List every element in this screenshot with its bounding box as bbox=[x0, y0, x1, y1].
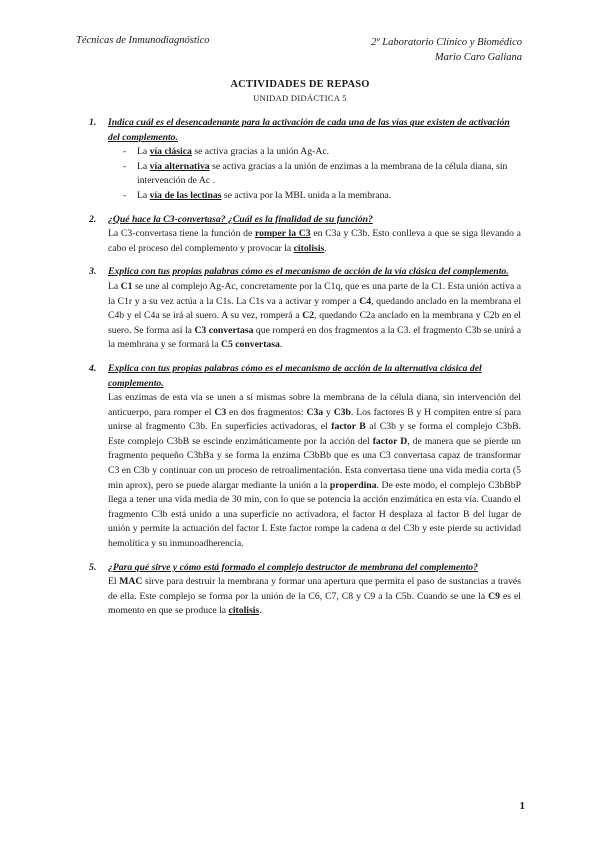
question-number: 4. bbox=[89, 362, 97, 374]
text-run: , quedando anclado en la membrana el C4b y el C4a se irá al suero. A su vez, romperá a bbox=[108, 295, 522, 322]
question-number: 2. bbox=[89, 213, 97, 225]
text-run: al C3b y se forma el complejo C3bB. Este complejo C3bB se escinde enzimáticamente por la acción del bbox=[108, 421, 521, 447]
text-run: y bbox=[323, 406, 334, 418]
page-subtitle: UNIDAD DIDÁCTICA 5 bbox=[253, 93, 347, 103]
text-run: La bbox=[108, 280, 121, 292]
text-run: , quedando C2a anclado en la membrana y C2b en el suero. Se forma así la bbox=[108, 310, 521, 336]
highlight-term: vía clásica bbox=[149, 146, 192, 158]
header-course: Técnicas de Inmunodiagnóstico bbox=[76, 35, 210, 46]
highlight-term: factor B bbox=[331, 421, 366, 433]
text-run: El bbox=[108, 576, 120, 588]
text-run: . bbox=[324, 242, 327, 254]
text-run: . bbox=[279, 339, 283, 351]
text-run: se activa por la MBL unida a la membrana. bbox=[221, 189, 392, 201]
content bbox=[89, 116, 521, 628]
text-run: , de manera que se pierde un fragmento pequeño C3bBa y se forma la enzima C3bBb que es una C3 convertasa capaz de transformar C3 en C3b y continuar con un proceso de retroalimentación. Esta convertasa tiene una vida media corta (5 min aprox), pero se puede alargar mediante la unión a la bbox=[108, 435, 521, 491]
text-run: en C3a y C3b. Esto conlleva a que se siga llevando a cabo el proceso del complemento y provocar la bbox=[108, 228, 521, 254]
text-run: La C3-convertasa tiene la función de bbox=[108, 228, 255, 240]
question-5 bbox=[89, 561, 521, 619]
highlight-term: C1 bbox=[120, 280, 133, 292]
question-4 bbox=[89, 362, 521, 552]
answer-text bbox=[108, 391, 521, 552]
page-number: 1 bbox=[519, 800, 525, 812]
question-1 bbox=[89, 116, 521, 204]
list-item bbox=[123, 189, 521, 204]
text-run: en dos fragmentos: bbox=[226, 406, 307, 418]
question-2 bbox=[89, 213, 521, 257]
text-run: Las enzimas de esta vía se unen a sí mismas sobre la membrana de la célula diana, sin intervención del anticuerpo, para romper el bbox=[108, 392, 521, 418]
highlight-term: C3a bbox=[306, 406, 324, 418]
highlight-term: vía de las lectinas bbox=[149, 189, 222, 201]
question-text: Explica con tus propias palabras cómo es el mecanismo de acción de la alternativa clásica del complemento. bbox=[108, 362, 482, 389]
text-run: se une al complejo Ag-Ac, concretamente por la C1q, que es una parte de la C1. Esta unión activa a la C1r y a su vez actúa a la C1s. La C1s va a activar y romper a bbox=[108, 280, 521, 307]
text-run: . Los factores B y H compiten entre sí para unirse al fragmento C3b. En superficies activadoras, el bbox=[108, 406, 522, 433]
question-number: 1. bbox=[89, 117, 97, 128]
answer-text bbox=[108, 575, 521, 619]
question-number: 3. bbox=[89, 266, 97, 278]
highlight-term: MAC bbox=[119, 576, 143, 588]
text-run: sirve para destruir la membrana y formar una apertura que permita el paso de sustancias a través de ella. Este complejo se forma por la unión de la C6, C7, C8 y C9 a la C5b. Cuando se une la bbox=[108, 576, 521, 602]
highlight-term: C3b bbox=[333, 406, 351, 418]
text-run: La bbox=[137, 146, 150, 158]
answer-list bbox=[108, 145, 521, 203]
bullet-dash: - bbox=[123, 146, 127, 158]
header-program: 2º Laboratorio Clínico y Biomédico bbox=[371, 37, 522, 48]
highlight-term: C5 convertasa bbox=[220, 339, 280, 351]
text-run: que romperá en dos fragmentos a la C3. el fragmento C3b se unirá a la membrana y se formará la bbox=[108, 324, 522, 351]
header-info bbox=[371, 35, 522, 65]
question-text: ¿Qué hace la C3-convertasa? ¿Cuál es la finalidad de su función? bbox=[108, 213, 373, 225]
question-text: Indica cuál es el desencadenante para la activación de cada una de las vías que existen de activación del complemento. bbox=[108, 117, 510, 143]
question-number: 5. bbox=[89, 561, 97, 573]
highlight-term: C3 bbox=[214, 406, 227, 418]
highlight-term: C4 bbox=[359, 295, 372, 307]
highlight-term: factor D bbox=[372, 435, 408, 447]
text-run: . bbox=[259, 605, 262, 617]
header-author: Mario Caro Galiana bbox=[434, 52, 522, 63]
highlight-term: citolisis bbox=[293, 242, 325, 254]
text-run: se activa gracias a la unión Ag-Ac. bbox=[191, 146, 330, 158]
highlight-term: C2 bbox=[302, 310, 315, 322]
text-run: La bbox=[137, 189, 150, 201]
bullet-dash: - bbox=[123, 160, 127, 172]
answer-text bbox=[108, 227, 521, 256]
text-run: es el momento en que se produce la bbox=[108, 590, 521, 617]
highlight-term: C3 convertasa bbox=[194, 324, 254, 336]
list-item bbox=[123, 145, 521, 160]
text-run: La bbox=[137, 160, 150, 172]
highlight-term: vía alternativa bbox=[149, 160, 210, 172]
text-run: se activa gracias a la unión de enzimas a la membrana de la célula diana, sin intervención de Ac . bbox=[137, 160, 508, 187]
question-3 bbox=[89, 265, 521, 353]
bullet-dash: - bbox=[123, 189, 127, 201]
text-run: . De este modo, el complejo C3bBbP llega a tener una vida media de 30 min, con lo que se potencia la acción enzimática en esta vía. Cuando el fragmento C3b está unido a una superficie no activadora, el factor H desplaza al factor B del lugar de unión y permite la actuación del factor I. Este factor rompe la cadena α del C3b y este pierde su actividad hemolítica y su inmunoadherencia. bbox=[108, 479, 521, 550]
page-title: ACTIVIDADES DE REPASO bbox=[230, 79, 370, 90]
highlight-term: citolisis bbox=[228, 605, 260, 617]
question-text: Explica con tus propias palabras cómo es el mecanismo de acción de la vía clásica del complemento. bbox=[108, 266, 509, 278]
highlight-term: properdina bbox=[329, 479, 377, 491]
list-item bbox=[123, 160, 521, 189]
highlight-term: C9 bbox=[488, 590, 500, 602]
question-text: ¿Para qué sirve y cómo está formado el complejo destructor de membrana del complemento? bbox=[108, 561, 478, 573]
highlight-term: romper la C3 bbox=[254, 228, 311, 240]
answer-text bbox=[108, 280, 521, 353]
